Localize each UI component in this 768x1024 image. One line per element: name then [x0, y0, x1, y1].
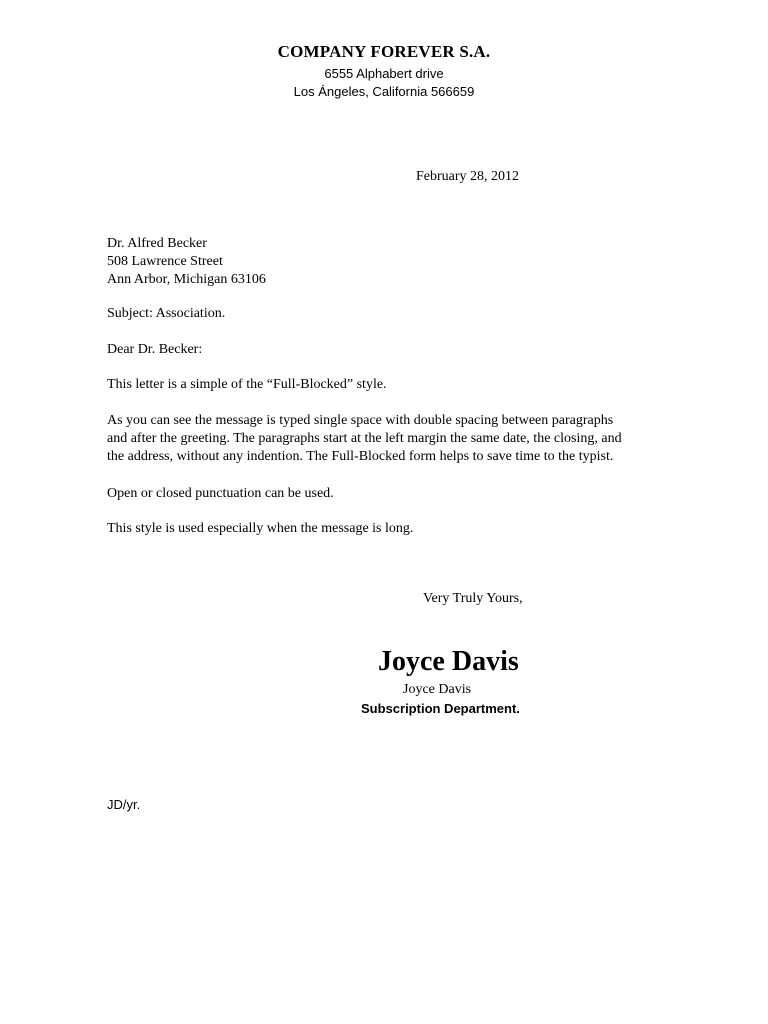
letter-date: February 28, 2012 — [416, 169, 520, 184]
paragraph-4: This style is used especially when the message is long. — [107, 521, 414, 536]
signer-department: Subscription Department. — [361, 701, 520, 716]
signature: Joyce Davis — [378, 646, 519, 677]
complimentary-closing: Very Truly Yours, — [423, 591, 523, 606]
paragraph-2-line-1: As you can see the message is typed single space with double spacing between paragraphs — [107, 413, 614, 428]
recipient-street: 508 Lawrence Street — [107, 254, 223, 269]
subject-line: Subject: Association. — [107, 306, 226, 321]
recipient-name: Dr. Alfred Becker — [107, 236, 207, 251]
reference-initials: JD/yr. — [107, 797, 141, 812]
paragraph-2-line-2: and after the greeting. The paragraphs start at the left margin the same date, the closing, and — [107, 431, 622, 446]
recipient-city: Ann Arbor, Michigan 63106 — [107, 272, 266, 287]
paragraph-1: This letter is a simple of the “Full-Blocked” style. — [107, 377, 387, 392]
company-address — [0, 65, 768, 101]
recipient-address — [107, 235, 266, 289]
company-name: COMPANY FOREVER S.A. — [277, 42, 491, 61]
paragraph-2 — [107, 412, 667, 466]
paragraph-2-line-3: the address, without any indention. The Full-Blocked form helps to save time to the typist. — [107, 449, 614, 464]
paragraph-3: Open or closed punctuation can be used. — [107, 486, 334, 501]
signer-typed-name: Joyce Davis — [403, 682, 472, 697]
salutation: Dear Dr. Becker: — [107, 342, 203, 357]
company-address-line2: Los Ángeles, California 566659 — [293, 84, 475, 99]
company-address-line1: 6555 Alphabert drive — [324, 66, 444, 81]
